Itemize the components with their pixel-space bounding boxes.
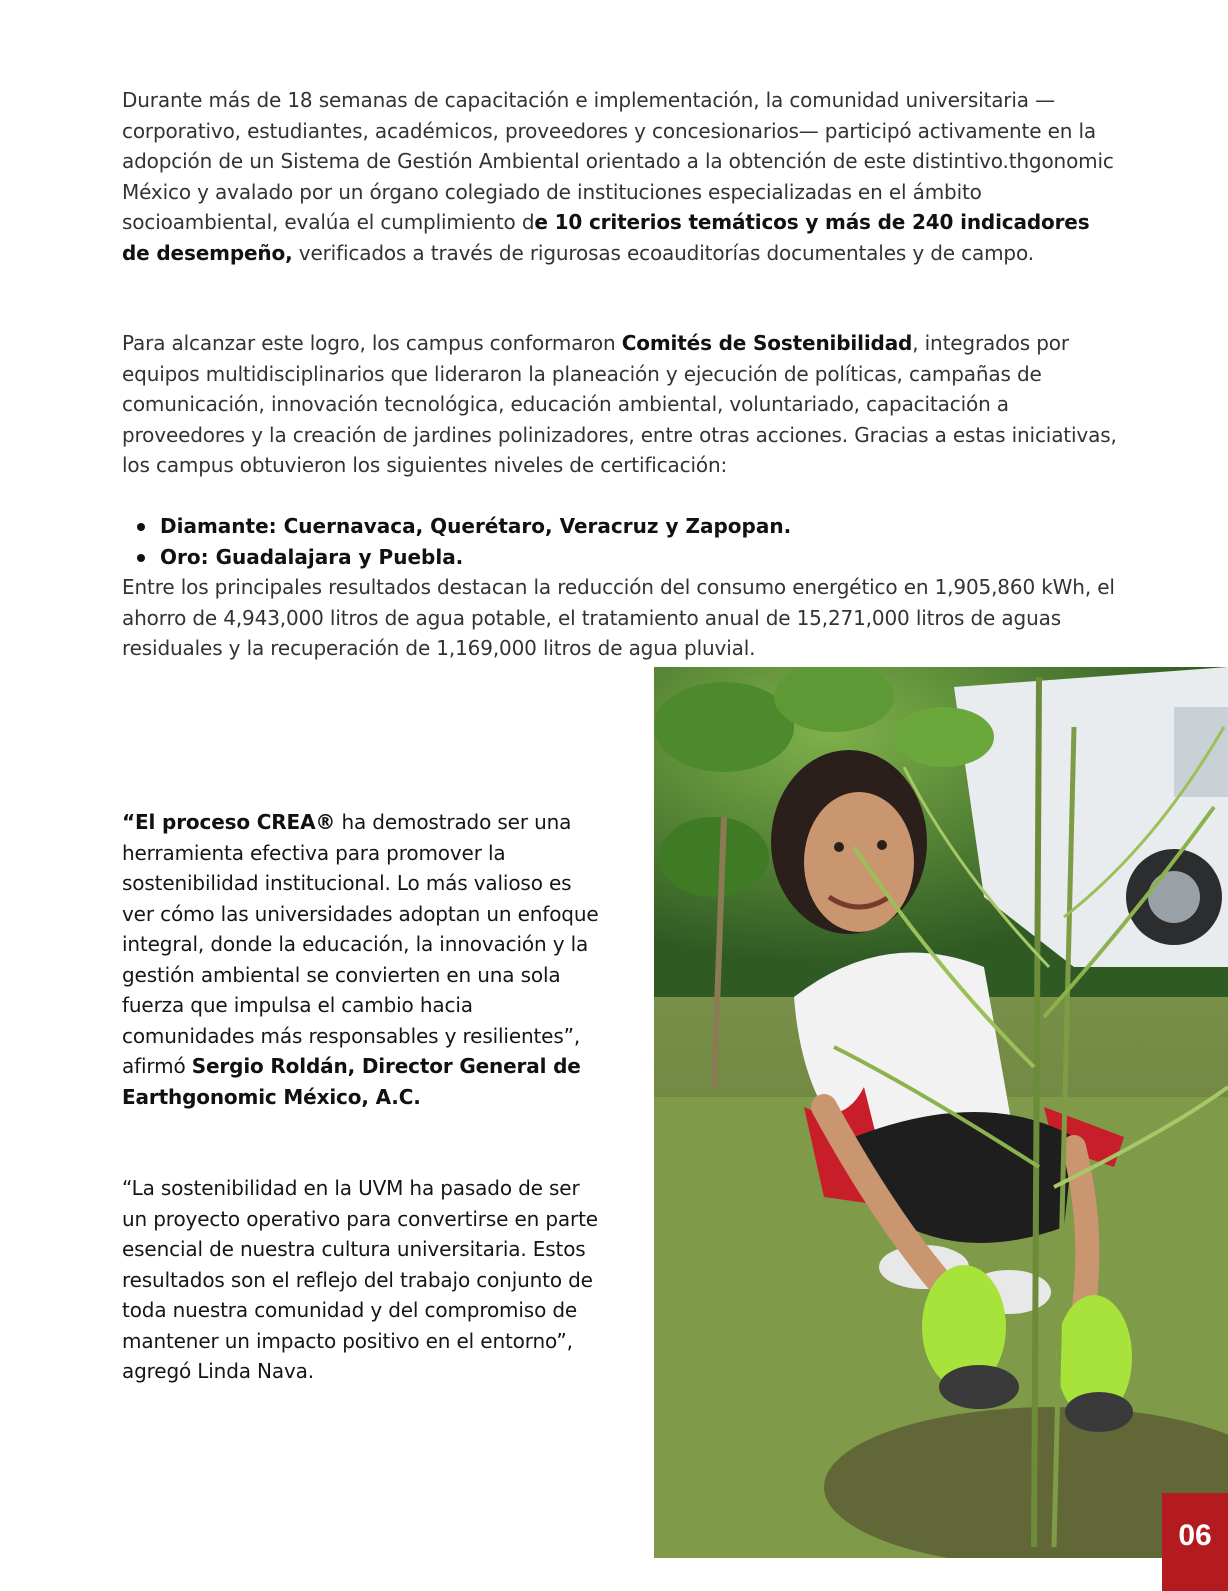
- paragraph-text: Para alcanzar este logro, los campus conformaron: [122, 331, 622, 355]
- paragraph-resultados: Entre los principales resultados destacan la reducción del consumo energético en 1,905,860 kWh, el ahorro de 4,943,000 litros de agua potable, el tratamiento anual de 15,271,000 litros de aguas residuales y la recuperación de 1,169,000 litros de agua pluvial.: [122, 575, 1115, 660]
- paragraph-text: , integrados por equipos multidisciplinarios que lideraron la planeación y ejecución de políticas, campañas de comunicación, innovación tecnológica, educación ambiental, voluntariado, capacitación a proveedores y la creación de jardines polinizadores, entre otras acciones. Gracias a estas iniciativas, los campus obtuvieron los siguientes niveles de certificación:: [122, 331, 1117, 477]
- quote-bold-open: “El proceso CREA®: [122, 810, 336, 834]
- paragraph-bold-text: Comités de Sostenibilidad: [621, 331, 913, 355]
- list-item: Diamante: Cuernavaca, Querétaro, Veracruz y Zapopan.: [122, 511, 1122, 542]
- paragraph-capacitacion: [122, 85, 1122, 268]
- quote-linda-nava: “La sostenibilidad en la UVM ha pasado de ser un proyecto operativo para convertirse en parte esencial de nuestra cultura universitaria. Estos resultados son el reflejo del trabajo conjunto de toda nuestra comunidad y del compromiso de mantener un impacto positivo en el entorno”, agregó Linda Nava.: [122, 1176, 598, 1383]
- paragraph-text: verificados a través de rigurosas ecoauditorías documentales y de campo.: [292, 240, 1034, 265]
- quote-attribution: Sergio Roldán, Director General de Earthgonomic México, A.C.: [122, 1054, 581, 1109]
- paragraph-bold-text: e 10 criterios temáticos y más de 240 indicadores de desempeño,: [122, 210, 1090, 265]
- quote-sergio-roldan: [122, 807, 602, 1112]
- list-item: Oro: Guadalajara y Puebla.: [122, 542, 1122, 573]
- paragraph-text: Durante más de 18 semanas de capacitación e implementación, la comunidad universitaria —corporativo, estudiantes, académicos, proveedores y concesionarios— participó activamente en la adopción de un Sistema de Gestión Ambiental orientado a la obtención de este distintivo.thgonomic México y avalado por un órgano colegiado de instituciones especializadas en el ámbito socioambiental, evalúa el cumplimiento d: [122, 88, 1114, 234]
- page-number-badge: 06: [1162, 1493, 1228, 1591]
- paragraph-comites: [122, 328, 1122, 481]
- certification-list: [122, 511, 1122, 572]
- quote-text: ha demostrado ser una herramienta efectiva para promover la sostenibilidad institucional. Lo más valioso es ver cómo las universidades adoptan un enfoque integral, donde la educación, la innovación y la gestión ambiental se convierten en una sola fuerza que impulsa el cambio hacia comunidades más responsables y resilientes”, afirmó: [122, 810, 599, 1078]
- photo-student-planting: [654, 667, 1228, 1558]
